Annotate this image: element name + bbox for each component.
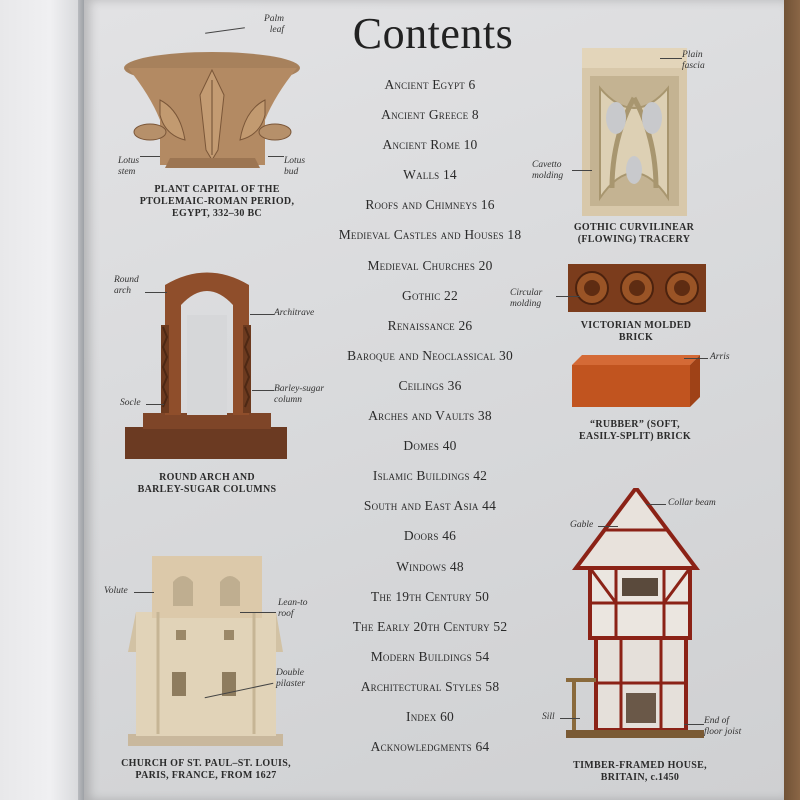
molded-brick-image: [568, 264, 706, 314]
leader-line: [684, 358, 708, 359]
toc-entry: Gothic 22: [402, 287, 458, 303]
toc-entry: Ancient Greece 8: [381, 107, 479, 123]
collar-beam-label: Collar beam: [668, 498, 716, 508]
leader-line: [556, 296, 580, 297]
toc-entry: Islamic Buildings 42: [372, 468, 488, 484]
toc-entry: Ancient Rome 10: [382, 137, 478, 153]
toc-entry: Ceilings 36: [398, 377, 462, 393]
toc-entry: Doors 46: [403, 528, 457, 544]
tracery-caption: GOTHIC CURVILINEAR (FLOWING) TRACERY: [573, 222, 695, 245]
leader-line: [145, 292, 167, 293]
leader-line: [240, 612, 276, 613]
toc-entry: South and East Asia 44: [363, 498, 497, 514]
gothic-tracery-image: [582, 48, 687, 216]
round-arch-label: Round arch: [114, 275, 139, 296]
church-model-image: [128, 552, 283, 747]
leader-line: [140, 156, 160, 157]
plant-capital-image: [120, 40, 305, 175]
lotus-bud-label: Lotus bud: [284, 156, 306, 177]
leader-line: [646, 504, 666, 505]
rubber-brick-caption: “RUBBER” (SOFT, EASILY-SPLIT) BRICK: [579, 419, 691, 442]
double-pilaster-label: Double pilaster: [276, 668, 306, 689]
leader-line: [268, 156, 284, 157]
house-caption: TIMBER-FRAMED HOUSE, BRITAIN, c.1450: [573, 760, 707, 783]
toc-entry: Modern Buildings 54: [370, 648, 490, 664]
lotus-stem-label: Lotus stem: [118, 156, 140, 177]
volute-label: Volute: [104, 586, 128, 596]
page-title: Contents: [352, 9, 514, 58]
floor-joist-label: End of floor joist: [704, 716, 742, 737]
toc-entry: Arches and Vaults 38: [368, 408, 492, 424]
table-of-contents: [300, 70, 560, 762]
facing-page: [0, 0, 84, 800]
leader-line: [598, 526, 618, 527]
leader-line: [684, 724, 704, 725]
sill-label: Sill: [542, 712, 555, 722]
cavetto-molding-label: Cavetto molding: [532, 160, 564, 181]
toc-entry: The 19th Century 50: [370, 588, 490, 604]
capital-caption: PLANT CAPITAL OF THE PTOLEMAIC-ROMAN PERIOD, EGYPT, 332–30 BC: [139, 184, 295, 219]
leader-line: [660, 58, 682, 59]
church-caption: CHURCH OF ST. PAUL–ST. LOUIS, PARIS, FRANCE, FROM 1627: [121, 758, 291, 781]
plain-fascia-label: Plain fascia: [682, 50, 705, 71]
leader-line: [250, 314, 274, 315]
circular-molding-label: Circular molding: [510, 288, 543, 309]
toc-entry: The Early 20th Century 52: [352, 618, 508, 634]
arris-label: Arris: [710, 352, 730, 362]
leader-line: [572, 170, 592, 171]
socle-label: Socle: [120, 398, 141, 408]
architrave-label: Architrave: [274, 308, 315, 318]
lean-to-roof-label: Lean-to roof: [278, 598, 308, 619]
toc-entry: Renaissance 26: [387, 317, 473, 333]
toc-entry: Walls 14: [403, 167, 457, 183]
leader-line: [252, 390, 274, 391]
toc-entry: Ancient Egypt 6: [384, 77, 476, 92]
gable-label: Gable: [570, 520, 594, 530]
molded-brick-caption: VICTORIAN MOLDED BRICK: [580, 320, 692, 343]
toc-entry: Windows 48: [396, 558, 464, 574]
table-surface: [782, 0, 800, 800]
toc-entry: Acknowledgments 64: [370, 739, 490, 755]
toc-entry: Roofs and Chimneys 16: [365, 197, 495, 213]
toc-entry: Architectural Styles 58: [360, 678, 500, 694]
leader-line: [560, 718, 580, 719]
toc-entry: Medieval Churches 20: [367, 257, 493, 273]
leader-line: [146, 404, 164, 405]
leader-line: [134, 592, 154, 593]
palm-leaf-label: Palm leaf: [263, 14, 284, 35]
toc-entry: Domes 40: [403, 438, 457, 454]
toc-entry: Index 60: [406, 708, 454, 724]
toc-entry: Baroque and Neoclassical 30: [347, 347, 513, 363]
arch-caption: ROUND ARCH AND BARLEY-SUGAR COLUMNS: [137, 472, 277, 495]
toc-entry: Medieval Castles and Houses 18: [338, 227, 522, 243]
barley-sugar-label: Barley-sugar column: [274, 384, 325, 405]
rubber-brick-image: [572, 355, 700, 409]
